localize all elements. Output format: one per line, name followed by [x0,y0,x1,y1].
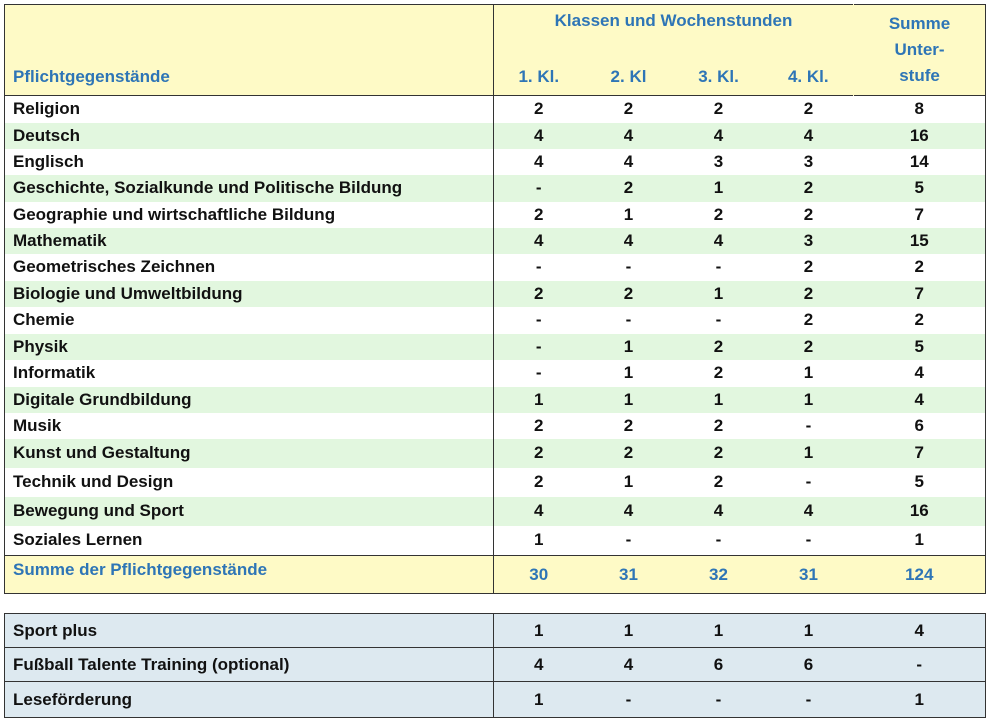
curriculum-table [4,4,986,594]
sum-cell: 15 [854,228,986,254]
table-row [5,526,986,556]
hours-cell-class-2: 2 [584,96,674,123]
hours-cell-class-1: - [494,175,584,202]
subject-cell: Musik [5,413,494,439]
extra-hours-class-2: 1 [584,614,674,648]
hours-cell-class-3: 1 [674,281,764,307]
subject-cell: Informatik [5,360,494,387]
hours-cell-class-2: 2 [584,413,674,439]
subject-cell: Religion [5,96,494,123]
hours-cell-class-1: 4 [494,497,584,526]
hours-cell-class-1: - [494,254,584,281]
subject-cell: Chemie [5,307,494,334]
sum-cell: 6 [854,413,986,439]
extra-subject-cell: Leseförderung [5,682,494,718]
table-row [5,281,986,307]
extras-table [4,613,986,718]
hours-cell-class-1: - [494,307,584,334]
hours-cell-class-2: 2 [584,439,674,468]
table-row [5,254,986,281]
sum-cell: 14 [854,149,986,175]
subject-cell: Technik und Design [5,468,494,497]
extra-hours-class-3: 1 [674,614,764,648]
hours-cell-class-4: 2 [764,96,854,123]
hours-cell-class-4: - [764,468,854,497]
hours-cell-class-4: 2 [764,202,854,228]
sum-cell: 7 [854,281,986,307]
total-class-3: 32 [674,556,764,594]
hours-cell-class-1: 1 [494,526,584,556]
subject-cell: Mathematik [5,228,494,254]
sum-cell: 2 [854,254,986,281]
table-row [5,413,986,439]
hours-cell-class-1: 2 [494,96,584,123]
hours-cell-class-3: 4 [674,497,764,526]
total-row [5,556,986,594]
hours-cell-class-3: 2 [674,439,764,468]
class-header-3: 3. Kl. [674,33,764,96]
subject-cell: Kunst und Gestaltung [5,439,494,468]
sum-header [854,5,986,96]
hours-cell-class-3: - [674,526,764,556]
header-row-top [5,5,986,34]
extra-hours-class-2: 4 [584,648,674,682]
hours-cell-class-2: 2 [584,175,674,202]
extra-subject-cell: Sport plus [5,614,494,648]
hours-cell-class-1: - [494,360,584,387]
hours-cell-class-1: 2 [494,439,584,468]
hours-cell-class-2: 4 [584,497,674,526]
total-class-4: 31 [764,556,854,594]
hours-cell-class-2: - [584,254,674,281]
subject-cell: Geographie und wirtschaftliche Bildung [5,202,494,228]
hours-cell-class-4: 1 [764,387,854,413]
hours-cell-class-3: 2 [674,202,764,228]
extra-hours-class-4: - [764,682,854,718]
table-row [5,228,986,254]
sum-cell: 8 [854,96,986,123]
subject-cell: Soziales Lernen [5,526,494,556]
hours-cell-class-4: 3 [764,149,854,175]
table-row [5,439,986,468]
table-row [5,202,986,228]
extra-hours-class-4: 6 [764,648,854,682]
table-row [5,175,986,202]
hours-cell-class-3: - [674,307,764,334]
hours-cell-class-4: 2 [764,175,854,202]
hours-cell-class-3: 2 [674,96,764,123]
table-row [5,334,986,360]
hours-cell-class-4: 2 [764,334,854,360]
hours-cell-class-2: - [584,526,674,556]
hours-cell-class-1: 4 [494,228,584,254]
extra-sum-cell: 4 [854,614,986,648]
total-class-1: 30 [494,556,584,594]
hours-cell-class-1: 2 [494,468,584,497]
class-header-1: 1. Kl. [494,33,584,96]
hours-cell-class-1: 4 [494,149,584,175]
hours-cell-class-2: 4 [584,123,674,149]
table-row [5,497,986,526]
hours-cell-class-3: 4 [674,123,764,149]
extra-hours-class-3: 6 [674,648,764,682]
hours-cell-class-4: 4 [764,123,854,149]
sum-cell: 4 [854,360,986,387]
hours-cell-class-4: 2 [764,307,854,334]
extra-row [5,614,986,648]
table-row [5,123,986,149]
hours-cell-class-3: 1 [674,175,764,202]
hours-cell-class-2: 1 [584,334,674,360]
extra-hours-class-2: - [584,682,674,718]
hours-cell-class-4: 4 [764,497,854,526]
hours-cell-class-2: - [584,307,674,334]
extra-row [5,648,986,682]
classes-group-header: Klassen und Wochenstunden [494,5,854,34]
extra-row [5,682,986,718]
total-label: Summe der Pflichtgegenstände [5,556,494,594]
hours-cell-class-3: 2 [674,334,764,360]
sum-cell: 7 [854,202,986,228]
hours-cell-class-4: 3 [764,228,854,254]
sum-header-line-1: Summe [888,14,951,33]
class-header-2: 2. Kl [584,33,674,96]
table-row [5,360,986,387]
sum-header-line-3: stufe [899,66,940,85]
hours-cell-class-2: 1 [584,360,674,387]
hours-cell-class-4: 2 [764,254,854,281]
hours-cell-class-4: 1 [764,360,854,387]
sum-cell: 7 [854,439,986,468]
hours-cell-class-1: 4 [494,123,584,149]
hours-cell-class-3: 1 [674,387,764,413]
extra-hours-class-1: 4 [494,648,584,682]
subject-cell: Biologie und Umweltbildung [5,281,494,307]
subject-cell: Physik [5,334,494,360]
subject-cell: Deutsch [5,123,494,149]
total-sum: 124 [854,556,986,594]
hours-cell-class-2: 1 [584,387,674,413]
hours-cell-class-3: 2 [674,413,764,439]
hours-cell-class-3: 4 [674,228,764,254]
sum-cell: 5 [854,175,986,202]
hours-cell-class-1: 2 [494,413,584,439]
table-row [5,307,986,334]
hours-cell-class-1: 2 [494,202,584,228]
extra-sum-cell: 1 [854,682,986,718]
hours-cell-class-2: 1 [584,202,674,228]
table-row [5,149,986,175]
hours-cell-class-4: 2 [764,281,854,307]
subject-cell: Digitale Grundbildung [5,387,494,413]
extra-hours-class-1: 1 [494,682,584,718]
hours-cell-class-4: - [764,413,854,439]
sum-cell: 5 [854,334,986,360]
hours-cell-class-1: - [494,334,584,360]
hours-cell-class-2: 1 [584,468,674,497]
sum-cell: 16 [854,497,986,526]
hours-cell-class-2: 2 [584,281,674,307]
table-row [5,468,986,497]
sum-cell: 5 [854,468,986,497]
hours-cell-class-1: 1 [494,387,584,413]
hours-cell-class-4: - [764,526,854,556]
sum-header-line-2: Unter- [894,40,945,59]
hours-cell-class-3: 2 [674,360,764,387]
sum-cell: 1 [854,526,986,556]
hours-cell-class-2: 4 [584,149,674,175]
extra-hours-class-3: - [674,682,764,718]
subject-cell: Geometrisches Zeichnen [5,254,494,281]
sum-cell: 16 [854,123,986,149]
extra-hours-class-1: 1 [494,614,584,648]
class-header-4: 4. Kl. [764,33,854,96]
table-row [5,96,986,123]
hours-cell-class-1: 2 [494,281,584,307]
subjects-header: Pflichtgegenstände [5,5,494,96]
sum-cell: 4 [854,387,986,413]
subject-cell: Geschichte, Sozialkunde und Politische Bildung [5,175,494,202]
hours-cell-class-2: 4 [584,228,674,254]
hours-cell-class-3: 3 [674,149,764,175]
extra-sum-cell: - [854,648,986,682]
sum-cell: 2 [854,307,986,334]
total-class-2: 31 [584,556,674,594]
extra-subject-cell: Fußball Talente Training (optional) [5,648,494,682]
hours-cell-class-4: 1 [764,439,854,468]
extra-hours-class-4: 1 [764,614,854,648]
hours-cell-class-3: - [674,254,764,281]
subject-cell: Bewegung und Sport [5,497,494,526]
subject-cell: Englisch [5,149,494,175]
hours-cell-class-3: 2 [674,468,764,497]
table-row [5,387,986,413]
